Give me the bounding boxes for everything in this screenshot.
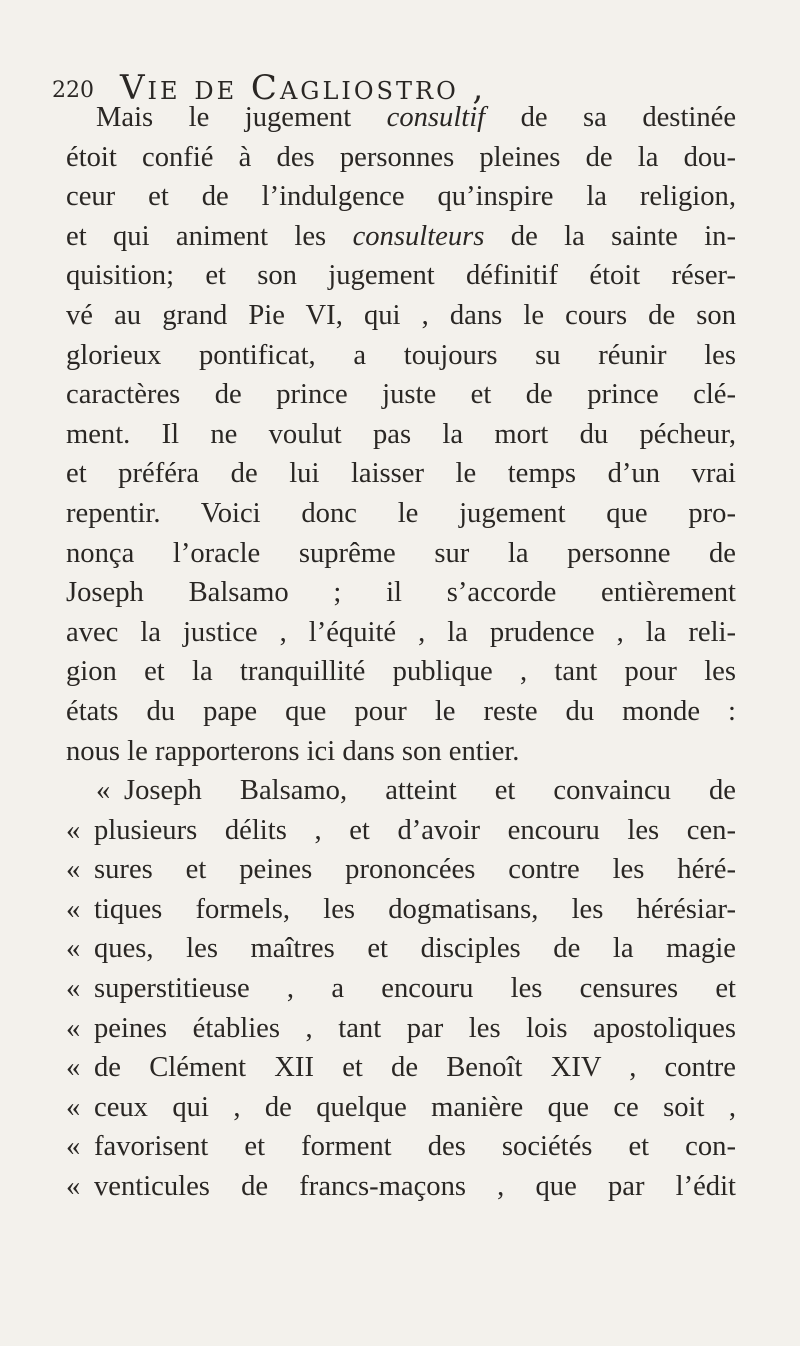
text-segment: vé au grand Pie VI, qui , dans le cours de son	[66, 299, 736, 331]
text-segment: plusieurs délits , et d’avoir encouru les cen-	[94, 814, 736, 846]
quote-mark: «	[66, 1171, 81, 1203]
text-segment: de Clément XII et de Benoît XIV , contre	[94, 1052, 736, 1084]
text-segment: gion et la tranquillité publique , tant pour les	[66, 656, 736, 688]
text-segment: de sa destinée	[485, 102, 737, 133]
text-segment: de la sainte in-	[484, 220, 736, 252]
text-line	[66, 415, 736, 455]
text-segment: ment. Il ne voulut pas la mort du pécheur,	[66, 418, 736, 450]
text-segment: nonça l’oracle suprême sur la personne de	[66, 537, 736, 569]
quote-mark: «	[66, 973, 81, 1005]
quote-mark: «	[66, 1052, 81, 1084]
text-line	[66, 217, 736, 257]
text-segment: et qui animent les	[66, 220, 353, 252]
text-line	[66, 850, 736, 890]
text-segment: repentir. Voici donc le jugement que pro-	[66, 497, 736, 529]
text-segment: ceux qui , de quelque manière que ce soit ,	[94, 1091, 736, 1123]
text-line	[66, 494, 736, 534]
italic-term: consultif	[386, 102, 486, 133]
text-line	[66, 138, 736, 178]
text-line	[66, 1048, 736, 1088]
text-line	[66, 375, 736, 415]
text-line	[66, 692, 736, 732]
text-line	[66, 1127, 736, 1167]
text-segment: peines établies , tant par les lois apostoliques	[94, 1012, 736, 1044]
text-line	[66, 811, 736, 851]
running-title: Vie de Cagliostro ,	[120, 68, 487, 108]
text-line	[66, 771, 736, 811]
italic-term: consulteurs	[352, 220, 485, 252]
page-number: 220	[52, 78, 94, 103]
text-line	[66, 1167, 736, 1207]
quote-mark: «	[96, 775, 111, 807]
text-line	[66, 177, 736, 217]
text-segment: ceur et de l’indulgence qu’inspire la religion,	[66, 181, 736, 213]
text-segment: tiques formels, les dogmatisans, les hérésiar-	[94, 893, 736, 925]
text-segment: Joseph Balsamo, atteint et convaincu de	[124, 775, 736, 807]
text-segment: caractères de prince juste et de prince clé-	[66, 379, 736, 411]
text-line	[66, 1088, 736, 1128]
quote-mark: «	[66, 933, 81, 965]
text-line	[66, 256, 736, 296]
body-text	[66, 98, 736, 1207]
text-segment: Joseph Balsamo ; il s’accorde entièrement	[66, 577, 736, 609]
text-line	[66, 573, 736, 613]
text-segment: quisition; et son jugement définitif étoit réser-	[66, 260, 736, 292]
text-segment: favorisent et forment des sociétés et con-	[94, 1131, 736, 1163]
text-segment: glorieux pontificat, a toujours su réunir les	[66, 339, 736, 371]
text-segment: avec la justice , l’équité , la prudence , la reli-	[66, 616, 736, 648]
text-line	[66, 890, 736, 930]
text-segment: Mais le jugement	[96, 102, 387, 133]
text-segment: et préféra de lui laisser le temps d’un vrai	[66, 458, 736, 490]
text-segment: sures et peines prononcées contre les héré-	[94, 854, 736, 886]
text-line	[66, 732, 736, 772]
text-segment: venticules de francs-maçons , que par l’édit	[94, 1171, 736, 1203]
text-line	[66, 336, 736, 376]
quote-mark: «	[66, 814, 81, 846]
text-segment: états du pape que pour le reste du monde :	[66, 695, 736, 727]
text-line	[66, 929, 736, 969]
text-line	[66, 652, 736, 692]
text-line	[66, 296, 736, 336]
text-line	[66, 98, 736, 138]
text-line	[66, 969, 736, 1009]
quote-mark: «	[66, 893, 81, 925]
text-segment: étoit confié à des personnes pleines de la dou-	[66, 141, 736, 173]
text-segment: superstitieuse , a encouru les censures et	[94, 973, 736, 1005]
text-line	[66, 613, 736, 653]
quote-mark: «	[66, 1091, 81, 1123]
quote-mark: «	[66, 854, 81, 886]
quote-mark: «	[66, 1131, 81, 1163]
text-line	[66, 1009, 736, 1049]
text-segment: nous le rapporterons ici dans son entier.	[66, 735, 520, 767]
quote-mark: «	[66, 1012, 81, 1044]
text-line	[66, 534, 736, 574]
text-segment: ques, les maîtres et disciples de la magie	[94, 933, 736, 965]
text-line	[66, 454, 736, 494]
